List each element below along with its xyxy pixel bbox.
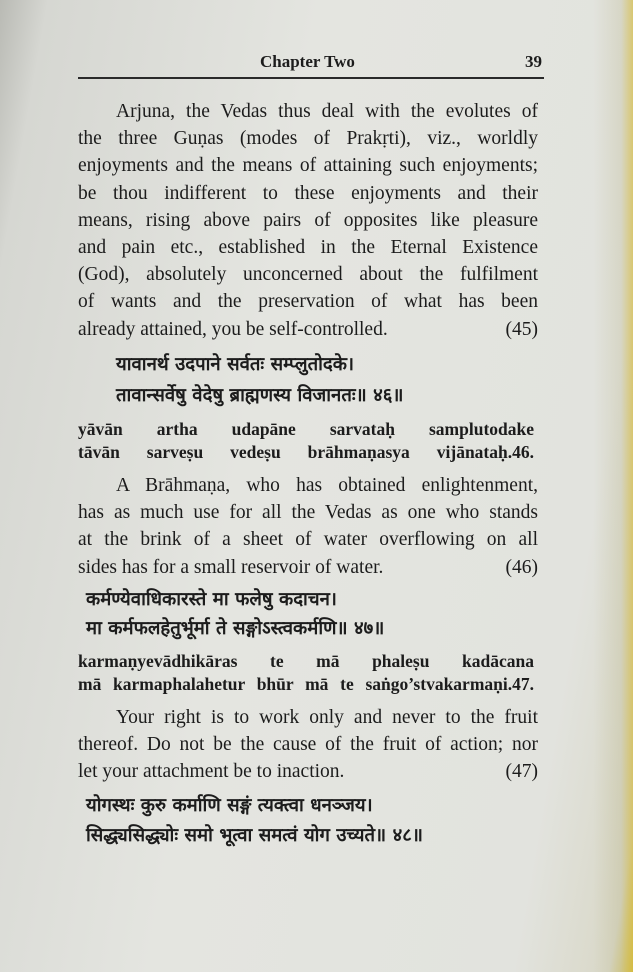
chapter-title: Chapter Two xyxy=(260,52,355,71)
paragraph-last-line xyxy=(78,758,538,785)
sanskrit-verse-line: योगस्थः कुरु कर्माणि सङ्गं त्यक्त्वा धनञ्जय। xyxy=(86,795,373,816)
commentary-paragraph-47 xyxy=(78,704,538,786)
sanskrit-verse-line: सिद्ध्यसिद्ध्योः समो भूत्वा समत्वं योग उच्यते॥ ४८॥ xyxy=(86,825,423,846)
paragraph-line: let your attachment be to inaction. xyxy=(78,761,345,783)
paragraph-last-line xyxy=(78,316,538,343)
transliteration-line: yāvān artha udapāne sarvataḥ samplutodake xyxy=(78,419,534,439)
paragraph-line: A Brāhmaṇa, who has obtained enlightenment, xyxy=(116,475,538,496)
page-edge-shadow xyxy=(593,0,633,972)
transliteration-line: mā karmaphalahetur bhūr mā te saṅgo’stvakarmaṇi.47. xyxy=(78,674,534,694)
paragraph-line: be thou indifferent to these enjoyments and their xyxy=(78,182,538,204)
paragraph-line: Arjuna, the Vedas thus deal with the evolutes of xyxy=(116,101,538,122)
verse-reference: (47) xyxy=(505,761,538,783)
commentary-paragraph-46 xyxy=(78,472,538,581)
paragraph-line: already attained, you be self-controlled. xyxy=(78,318,388,340)
verse-reference: (46) xyxy=(505,556,538,578)
paragraph-line: has as much use for all the Vedas as one who stands xyxy=(78,502,538,524)
sanskrit-verse-line: कर्मण्येवाधिकारस्ते मा फलेषु कदाचन। xyxy=(86,589,337,610)
sanskrit-verse-line: मा कर्मफलहेतुर्भूर्मा ते सङ्गोऽस्त्वकर्मणि॥ ४७॥ xyxy=(86,618,385,639)
paragraph-last-line xyxy=(78,554,538,581)
transliteration-47 xyxy=(78,650,534,696)
transliteration-line: karmaṇyevādhikāras te mā phaleṣu kadācana xyxy=(78,651,534,671)
paragraph-line: thereof. Do not be the cause of the fruit of action; nor xyxy=(78,734,538,756)
sanskrit-verse-line: यावानर्थ उदपाने सर्वतः सम्प्लुतोदके। xyxy=(116,354,354,375)
paragraph-line: (God), absolutely unconcerned about the fulfilment xyxy=(78,264,538,286)
header-rule xyxy=(78,77,544,79)
running-header xyxy=(78,52,544,72)
paragraph-line: and pain etc., established in the Eternal Existence xyxy=(78,237,538,259)
commentary-paragraph-45 xyxy=(78,98,538,343)
paragraph-line: Your right is to work only and never to the fruit xyxy=(116,707,538,728)
paragraph-line: enjoyments and the means of attaining such enjoyments; xyxy=(78,155,538,177)
paragraph-line: at the brink of a sheet of water overflowing on all xyxy=(78,529,538,551)
transliteration-46 xyxy=(78,418,534,464)
paragraph-line: the three Guṇas (modes of Prakṛti), viz., worldly xyxy=(78,128,538,150)
paragraph-line: means, rising above pairs of opposites like pleasure xyxy=(78,209,538,231)
paragraph-line: of wants and the preservation of what has been xyxy=(78,291,538,313)
transliteration-line: tāvān sarveṣu vedeṣu brāhmaṇasya vijānataḥ.46. xyxy=(78,442,534,462)
page-number: 39 xyxy=(525,52,542,71)
verse-reference: (45) xyxy=(505,318,538,340)
paragraph-line: sides has for a small reservoir of water. xyxy=(78,556,384,578)
sanskrit-verse-line: तावान्सर्वेषु वेदेषु ब्राह्मणस्य विजानतः॥ ४६॥ xyxy=(116,385,404,406)
